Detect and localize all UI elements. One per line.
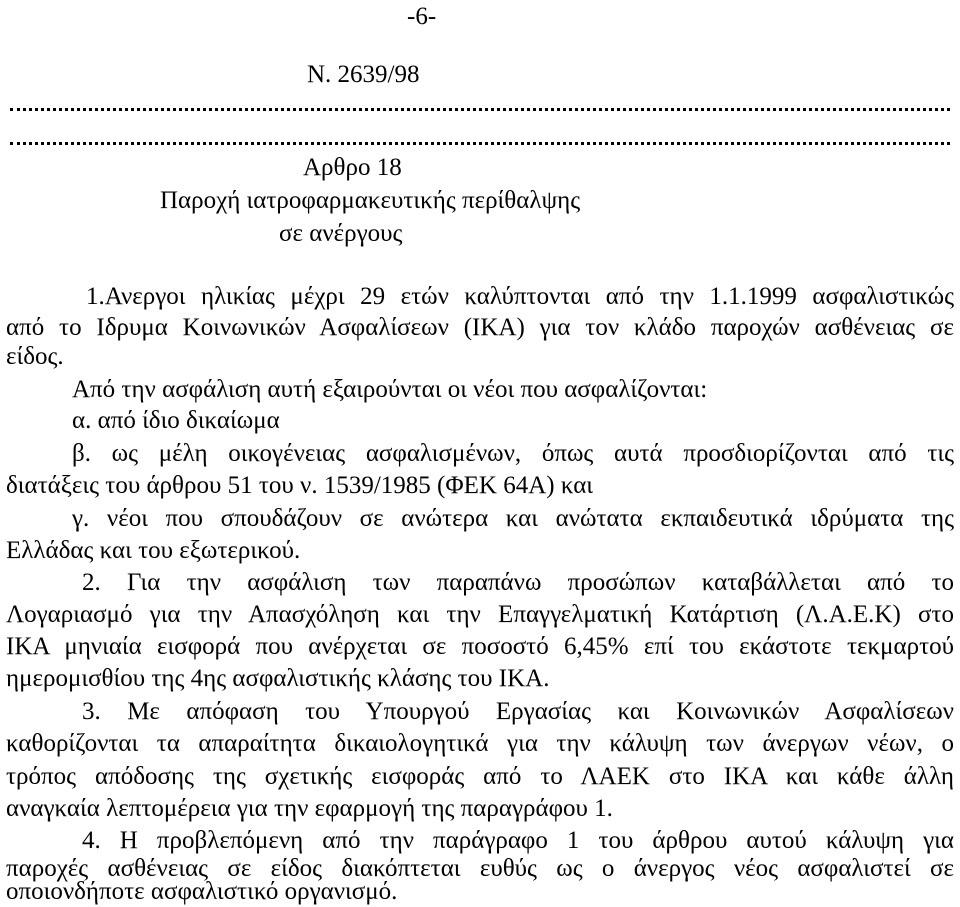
article-title: σε ανέργους bbox=[279, 220, 403, 247]
law-reference: Ν. 2639/98 bbox=[307, 61, 420, 88]
article-number: Αρθρο 18 bbox=[303, 154, 402, 181]
paragraph-line: διατάξεις του άρθρου 51 του ν. 1539/1985 (ΦΕΚ 64Α) και bbox=[6, 472, 594, 499]
paragraph-line: Από την ασφάλιση αυτή εξαιρούνται οι νέοι που ασφαλίζονται: bbox=[72, 376, 708, 403]
paragraph-line: 2. Για την ασφάλιση των παραπάνω προσώπων καταβάλλεται από το bbox=[82, 569, 954, 596]
paragraph-line: παροχές ασθένειας σε είδος διακόπτεται ευθύς ως ο άνεργος νέος ασφαλιστεί σε bbox=[6, 855, 954, 882]
paragraph-line: Λογαριασμό για την Απασχόληση και την Επαγγελματική Κατάρτιση (Λ.Α.Ε.Κ) στο bbox=[6, 601, 954, 628]
paragraph-line: γ. νέοι που σπουδάζουν σε ανώτερα και ανώτατα εκπαιδευτικά ιδρύματα της bbox=[72, 505, 954, 532]
paragraph-line: αναγκαία λεπτομέρεια για την εφαρμογή της παραγράφου 1. bbox=[6, 795, 613, 822]
paragraph-line: από το Ιδρυμα Κοινωνικών Ασφαλίσεων (ΙΚΑ) για τον κλάδο παροχών ασθένειας σε bbox=[6, 314, 954, 341]
article-title: Παροχή ιατροφαρμακευτικής περίθαλψης bbox=[160, 187, 581, 214]
paragraph-line: Ελλάδας και του εξωτερικού. bbox=[6, 537, 301, 564]
paragraph-line: ημερομισθίου της 4ης ασφαλιστικής κλάσης του ΙΚΑ. bbox=[6, 665, 550, 692]
page-number: -6- bbox=[407, 3, 437, 30]
paragraph-line: 1.Ανεργοι ηλικίας μέχρι 29 ετών καλύπτονται από την 1.1.1999 ασφαλιστικώς bbox=[86, 283, 954, 310]
paragraph-line: είδος. bbox=[6, 343, 64, 370]
paragraph-line: ΙΚΑ μηνιαία εισφορά που ανέρχεται σε ποσοστό 6,45% επί του εκάστοτε τεκμαρτού bbox=[6, 633, 954, 660]
dotted-separator bbox=[10, 108, 950, 111]
paragraph-line: καθορίζονται τα απαραίτητα δικαιολογητικά για την κάλυψη των άνεργων νέων, ο bbox=[6, 730, 954, 757]
paragraph-line: τρόπος απόδοσης της σχετικής εισφοράς από το ΛΑΕΚ στο ΙΚΑ και κάθε άλλη bbox=[6, 763, 954, 790]
paragraph-line: 3. Με απόφαση του Υπουργού Εργασίας και Κοινωνικών Ασφαλίσεων bbox=[82, 698, 954, 725]
dotted-separator bbox=[10, 142, 950, 145]
paragraph-line: β. ως μέλη οικογένειας ασφαλισμένων, όπως αυτά προσδιορίζονται από τις bbox=[72, 440, 954, 467]
paragraph-line: α. από ίδιο δικαίωμα bbox=[72, 407, 280, 434]
paragraph-line: 4. Η προβλεπόμενη από την παράγραφο 1 του άρθρου αυτού κάλυψη για bbox=[82, 827, 954, 854]
paragraph-line: οποιονδήποτε ασφαλιστικό οργανισμό. bbox=[6, 878, 398, 905]
